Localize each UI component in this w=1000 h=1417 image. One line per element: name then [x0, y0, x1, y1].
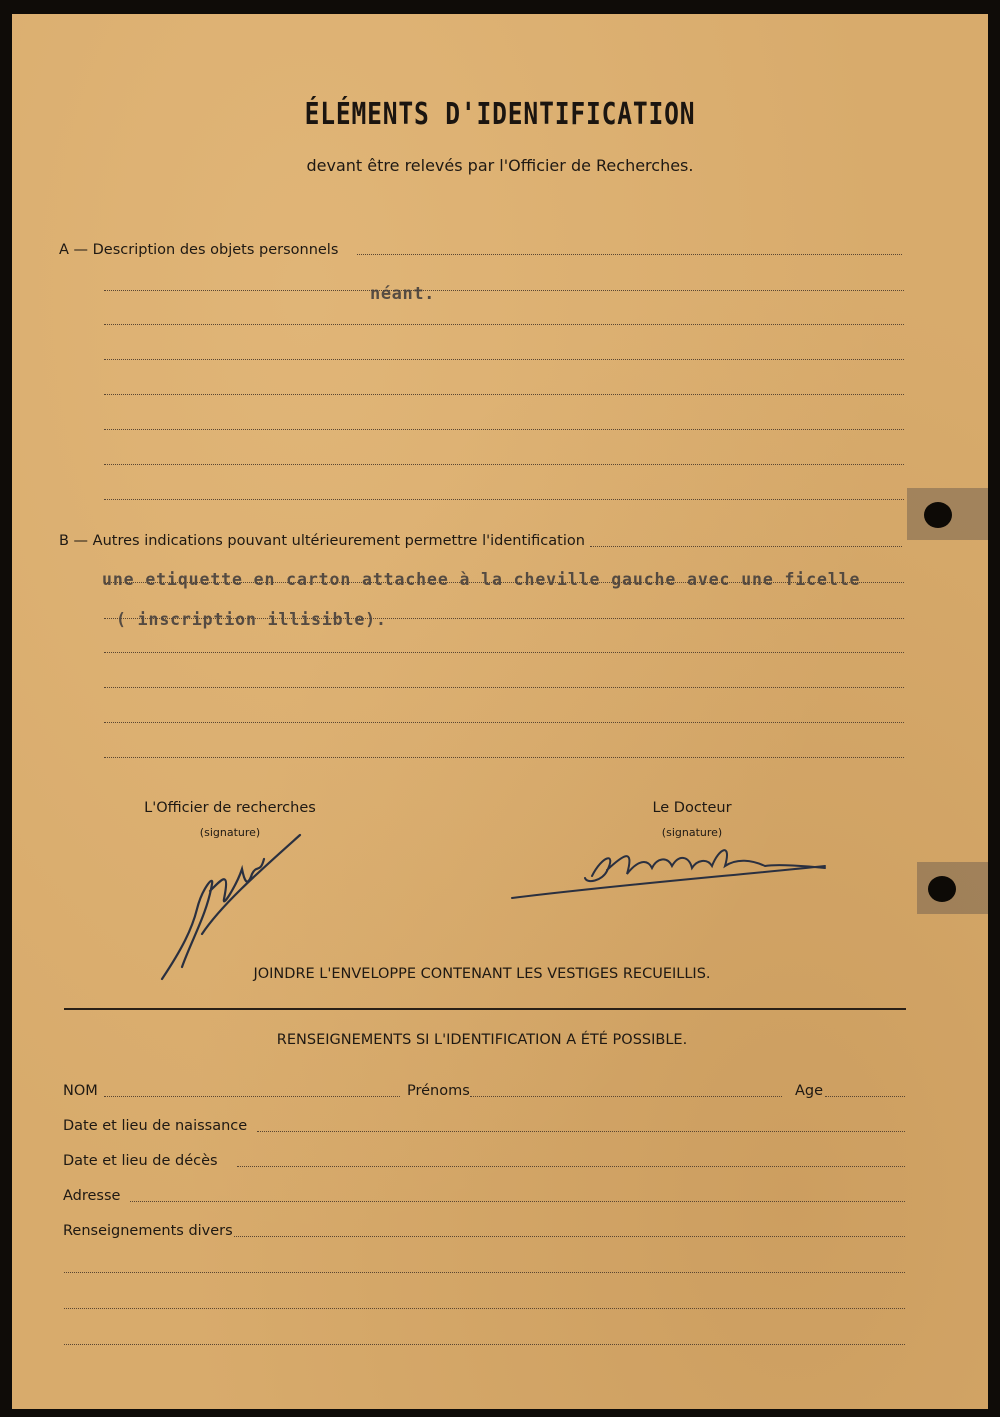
dotted-line [104, 652, 904, 653]
section-a-label: A — Description des objets personnels [59, 242, 339, 258]
dotted-line [104, 359, 904, 360]
dotted-line [357, 254, 902, 255]
dotted-line [104, 722, 904, 723]
age-label: Age [795, 1083, 824, 1099]
adresse-field-line [130, 1201, 905, 1202]
info-section-heading: RENSEIGNEMENTS SI L'IDENTIFICATION A ÉTÉ POSSIBLE. [276, 1032, 688, 1048]
officer-label: L'Officier de recherches [144, 800, 316, 816]
page-title: ÉLÉMENTS D'IDENTIFICATION [304, 97, 696, 132]
dotted-line [104, 687, 904, 688]
section-b-typed-line-2: ( inscription illisible). [116, 610, 387, 629]
doctor-signature-caption: (signature) [661, 826, 723, 839]
doctor-signature [507, 836, 837, 916]
dotted-line [104, 757, 904, 758]
prenoms-label: Prénoms [407, 1083, 470, 1099]
dotted-line [104, 290, 904, 291]
dotted-line [104, 394, 904, 395]
page-subtitle: devant être relevés par l'Officier de Recherches. [306, 156, 694, 175]
adresse-label: Adresse [63, 1188, 121, 1204]
form-sheet [12, 14, 988, 1409]
section-a-typed-value: néant. [370, 284, 436, 304]
section-b-label: B — Autres indications pouvant ultérieurement permettre l'identification [59, 533, 585, 549]
naissance-field-line [257, 1131, 905, 1132]
officer-signature-caption: (signature) [199, 826, 261, 839]
age-field-line [825, 1096, 905, 1097]
deces-label: Date et lieu de décès [63, 1153, 218, 1169]
section-b-typed-line-1: une etiquette en carton attachee à la cheville gauche avec une ficelle [102, 570, 861, 589]
enclosure-note: JOINDRE L'ENVELOPPE CONTENANT LES VESTIGES RECUEILLIS. [253, 966, 711, 982]
deces-field-line [237, 1166, 905, 1167]
punch-hole [928, 876, 956, 902]
officer-signature [152, 829, 322, 989]
dotted-line [590, 546, 902, 547]
prenoms-field-line [470, 1096, 782, 1097]
dotted-line [64, 1272, 905, 1273]
divers-field-line [234, 1236, 905, 1237]
dotted-line [104, 582, 904, 583]
nom-label: NOM [63, 1083, 98, 1099]
punch-hole [924, 502, 952, 528]
dotted-line [104, 429, 904, 430]
dotted-line [104, 618, 904, 619]
dotted-line [104, 324, 904, 325]
dotted-line [104, 499, 904, 500]
naissance-label: Date et lieu de naissance [63, 1118, 248, 1134]
dotted-line [64, 1344, 905, 1345]
dotted-line [64, 1308, 905, 1309]
dotted-line [104, 464, 904, 465]
doctor-label: Le Docteur [652, 800, 732, 816]
divider-line [64, 1008, 906, 1010]
nom-field-line [104, 1096, 400, 1097]
divers-label: Renseignements divers [63, 1223, 233, 1239]
